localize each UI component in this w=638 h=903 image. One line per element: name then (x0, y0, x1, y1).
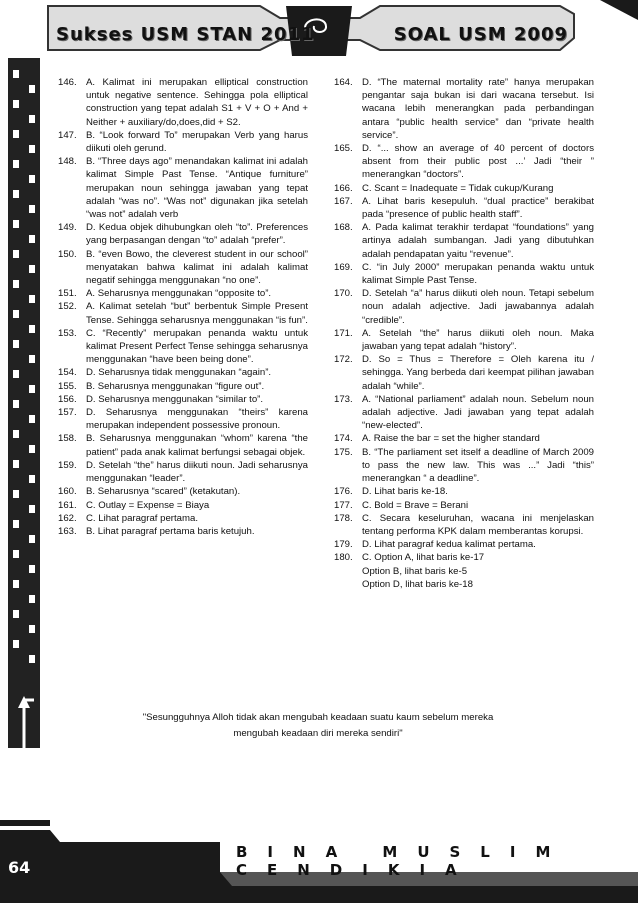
answer-text: A. Seharusnya menggunakan “opposite to”. (86, 288, 272, 300)
quote-block (58, 710, 578, 742)
answer-item (334, 353, 594, 393)
answer-number: 176. (334, 486, 353, 498)
answer-text: C. “in July 2000” merupakan penanda waktu untuk kalimat Simple Past Tense. (362, 261, 594, 287)
answer-text: D. Seharusnya menggunakan “similar to”. (86, 393, 264, 405)
answer-number: 180. (334, 552, 353, 564)
answer-text: D. “... show an average of 40 percent of doctors absent from their public post ...’ Jadi “their ” menerangkan “doctors”. (362, 143, 594, 181)
answer-number (334, 578, 362, 591)
answer-number: 158. (58, 433, 77, 445)
answer-text: D. Lihat paragraf kedua kalimat pertama. (362, 539, 536, 551)
answer-item (58, 525, 308, 538)
answer-item (334, 195, 594, 221)
answer-item (58, 393, 308, 406)
left-column (58, 76, 308, 538)
page-header (0, 0, 638, 58)
answer-text: B. Lihat paragraf pertama baris ketujuh. (86, 525, 255, 537)
answer-item (334, 512, 594, 538)
answer-number: 146. (58, 77, 77, 88)
answer-number: 162. (58, 512, 77, 524)
answer-item (58, 129, 308, 155)
answer-number: 160. (58, 486, 77, 498)
answer-text: B. Seharusnya menggunakan “whom” karena “the patient” pada anak kalimat berfungsi sebagai objek. (86, 433, 308, 458)
answer-item (334, 578, 594, 591)
answer-number: 156. (58, 393, 77, 405)
answer-text: C. Bold = Brave = Berani (362, 499, 469, 511)
answer-number: 155. (58, 380, 77, 392)
answer-number: 177. (334, 499, 353, 511)
answer-number: 151. (58, 288, 77, 300)
answer-number: 148. (58, 156, 77, 168)
answer-number: 167. (334, 195, 353, 207)
left-decorative-bar (0, 0, 48, 903)
answer-text: D. Lihat baris ke-18. (362, 486, 448, 498)
answer-number: 178. (334, 512, 353, 524)
answer-text: A. Pada kalimat terakhir terdapat “foundations” yang artinya adalah sumbangan. Jadi yang dibutuhkan adalah pendapatan yaitu “revenue”. (362, 222, 594, 260)
answer-item (58, 380, 308, 393)
answer-item (334, 432, 594, 445)
answer-text: B. “The parliament set itself a deadline of March 2009 to pass the new law. This was ...” Jadi “this” menerangkan “ a deadline”. (362, 446, 594, 485)
footer-text: BINA MUSLIM CENDIKIA (236, 843, 571, 879)
answer-item (334, 261, 594, 287)
answer-item (334, 182, 594, 195)
answer-number: 175. (334, 446, 353, 458)
answer-number (334, 565, 362, 578)
answer-item (58, 300, 308, 326)
answer-item (58, 248, 308, 288)
answer-item (58, 327, 308, 367)
quote-line-1: "Sesungguhnya Alloh tidak akan mengubah keadaan suatu kaum sebelum mereka (142, 712, 494, 723)
answer-number: 164. (334, 77, 353, 88)
answer-number: 166. (334, 182, 353, 194)
answer-number: 170. (334, 288, 353, 300)
answer-item (334, 327, 594, 353)
quote-line-2: mengubah keadaan diri mereka sendiri" (233, 728, 403, 739)
answer-item (334, 76, 594, 142)
right-column (334, 76, 594, 591)
answer-number: 173. (334, 393, 353, 405)
answer-number: 172. (334, 354, 353, 366)
answer-item (58, 155, 308, 221)
answer-number: 153. (58, 327, 77, 339)
answer-number: 171. (334, 327, 353, 339)
answer-item (334, 446, 594, 486)
answer-text: B. Seharusnya “scared” (ketakutan). (86, 486, 241, 498)
page-number: 64 (8, 858, 31, 877)
answer-item (58, 76, 308, 129)
answer-item (58, 432, 308, 458)
answer-item (58, 406, 308, 432)
answer-number: 179. (334, 539, 353, 551)
answer-item (334, 551, 594, 564)
answer-text: C. Lihat paragraf pertama. (86, 512, 198, 524)
answer-text: A. Raise the bar = set the higher standard (362, 433, 540, 445)
answer-number: 147. (58, 129, 77, 141)
answer-text: C. Outlay = Expense = Biaya (86, 499, 210, 511)
answer-text: A. “National parliament” adalah noun. Sebelum noun adalah adjective. Jadi jawaban yang tepat adalah “new-elected”. (362, 393, 594, 432)
answer-text: D. Setelah “the” harus diikuti noun. Jadi seharusnya menggunakan “leader”. (86, 459, 308, 485)
answer-number: 161. (58, 499, 77, 511)
header-right-title: SOAL USM 2009 (393, 24, 568, 45)
answer-item (58, 221, 308, 247)
answer-item (334, 499, 594, 512)
answer-text: D. “The maternal mortality rate” hanya merupakan pengantar saja bukan isi dari wacana tersebut. Isi wacana lebih menerangkan pada perbandingan antara “public health service” dan “private health service”. (362, 77, 594, 141)
answer-item (58, 459, 308, 485)
answer-text: D. Seharusnya tidak menggunakan “again”. (86, 367, 272, 379)
answer-item (58, 287, 308, 300)
header-left-title: Sukses USM STAN 2011 (56, 24, 315, 45)
answer-number: 152. (58, 301, 77, 313)
answer-text: D. Kedua objek dihubungkan oleh “to”. Preferences yang berpasangan dengan “to” adalah “prefer”. (86, 222, 308, 247)
answer-number: 149. (58, 222, 77, 234)
answer-number: 163. (58, 525, 77, 537)
answer-item (334, 142, 594, 182)
answer-item (334, 393, 594, 433)
answer-text: C. Scant = Inadequate = Tidak cukup/Kurang (362, 182, 554, 194)
answer-item (334, 538, 594, 551)
answer-item (58, 366, 308, 379)
answer-text: B. Seharusnya menggunakan “figure out”. (86, 380, 265, 392)
answer-item (58, 512, 308, 525)
answer-number: 165. (334, 143, 353, 155)
answer-text: B. “Three days ago” menandakan kalimat ini adalah kalimat Simple Past Tense. “Antique furniture” merupakan noun sehingga jawaban yang tepat adalah “was no”. “Was not” digunakan jika setelah “was not” adalah verb (86, 156, 308, 221)
answer-text: D. Seharusnya menggunakan “theirs” karena merupakan independent possessive pronoun. (86, 407, 308, 432)
answer-number: 159. (58, 459, 77, 471)
answer-item (334, 221, 594, 261)
answer-text: B. “even Bowo, the cleverest student in our school” menyatakan bahwa kalimat ini adalah kalimat negatif sehingga menggunakan “no one”. (86, 248, 308, 287)
answer-text: A. Setelah “the” harus diikuti oleh noun. Maka jawaban yang tepat adalah “history”. (362, 327, 594, 353)
answer-text: D. Setelah “a” harus diikuti oleh noun. Tetapi sebelum noun adalah adjective. Jadi jawabannya adalah “credible”. (362, 288, 594, 326)
answer-text: C. Option A, lihat baris ke-17 (362, 552, 485, 564)
answer-number: 154. (58, 367, 77, 379)
answer-text: C. “Recently” merupakan penanda waktu untuk kalimat Present Perfect Tense sehingga seharusnya menggunakan “have been being done”. (86, 327, 308, 366)
answer-number: 168. (334, 222, 353, 234)
answer-text: C. Secara keseluruhan, wacana ini menjelaskan tentang performa KPK dalam memberantas korupsi. (362, 512, 594, 537)
answer-text: D. So = Thus = Therefore = Oleh karena itu / sehingga. Yang berbeda dari keempat pilihan jawaban adalah “while”. (362, 354, 594, 392)
answer-text: A. Kalimat setelah “but” berbentuk Simple Present Tense. Sehingga seharusnya menggunakan “is fun”. (86, 301, 308, 326)
answer-text: A. Kalimat ini merupakan elliptical construction untuk negative sentence. Sehingga pola elliptical construction yang tepat adalah S1 + V + O + And + Neither + auxiliary/do,does,did + S2. (86, 77, 308, 128)
answer-item (58, 485, 308, 498)
answer-item (334, 287, 594, 327)
answer-item (58, 499, 308, 512)
answer-number: 174. (334, 433, 353, 445)
answer-number: 150. (58, 248, 77, 260)
answer-item (334, 565, 594, 578)
answer-text: Option D, lihat baris ke-18 (362, 578, 473, 590)
answer-text: B. “Look forward To” merupakan Verb yang harus diikuti oleh gerund. (86, 129, 308, 155)
answer-text: A. Lihat baris kesepuluh. “dual practice” berakibat pada “presence of public health staff”. (362, 195, 594, 221)
answer-number: 157. (58, 407, 77, 419)
answer-item (334, 485, 594, 498)
answer-text: Option B, lihat baris ke-5 (362, 565, 468, 577)
answer-number: 169. (334, 261, 353, 273)
